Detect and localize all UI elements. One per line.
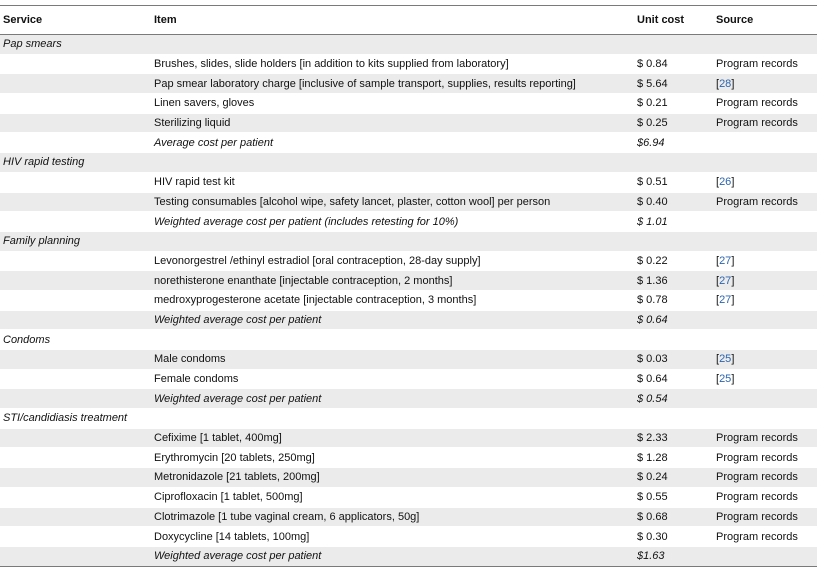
unit-cost-cell: $ 0.54: [631, 389, 710, 409]
source-bracket-close: ]: [731, 77, 735, 90]
item-cell: medroxyprogesterone acetate [injectable contraception, 3 months]: [148, 290, 631, 310]
item-cell: HIV rapid test kit: [148, 172, 631, 192]
reference-link[interactable]: 25: [719, 373, 732, 386]
unit-cost-cell: $ 1.36: [631, 271, 710, 291]
table-row: [0, 468, 817, 488]
table-row: [0, 172, 817, 192]
item-cell: Ciprofloxacin [1 tablet, 500mg]: [148, 487, 631, 507]
source-bracket-close: ]: [731, 176, 735, 189]
unit-cost-cell: $6.94: [631, 133, 710, 153]
source-cell: Program records: [710, 192, 817, 212]
source-cell: Program records: [710, 448, 817, 468]
item-cell: Clotrimazole [1 tube vaginal cream, 6 applicators, 50g]: [148, 507, 631, 527]
source-cell: Program records: [710, 54, 817, 74]
table-row: [0, 54, 817, 74]
unit-cost-cell: [631, 35, 710, 55]
source-cell: [710, 310, 817, 330]
unit-cost-cell: $ 2.33: [631, 428, 710, 448]
source-cell: Program records: [710, 507, 817, 527]
table-row: [0, 290, 817, 310]
source-cell: [710, 133, 817, 153]
header-service: Service: [0, 6, 148, 35]
service-cell: [0, 350, 148, 370]
item-cell: Weighted average cost per patient: [148, 546, 631, 566]
unit-cost-cell: [631, 153, 710, 173]
source-bracket-open: [: [716, 373, 720, 386]
table-group-row: [0, 35, 817, 55]
table-row: [0, 251, 817, 271]
cost-table: [0, 5, 817, 567]
service-cell: STI/candidiasis treatment: [0, 409, 148, 429]
item-cell: Weighted average cost per patient: [148, 310, 631, 330]
service-cell: [0, 251, 148, 271]
unit-cost-cell: $ 5.64: [631, 74, 710, 94]
item-cell: Pap smear laboratory charge [inclusive of sample transport, supplies, results reporting]: [148, 74, 631, 94]
unit-cost-cell: $ 1.01: [631, 212, 710, 232]
table-group-row: [0, 330, 817, 350]
unit-cost-cell: $ 0.51: [631, 172, 710, 192]
source-bracket-open: [: [716, 176, 720, 189]
item-cell: Testing consumables [alcohol wipe, safety lancet, plaster, cotton wool] per person: [148, 192, 631, 212]
unit-cost-cell: $ 0.30: [631, 527, 710, 547]
item-cell: Average cost per patient: [148, 133, 631, 153]
service-cell: [0, 212, 148, 232]
service-cell: [0, 172, 148, 192]
source-bracket-close: ]: [731, 353, 735, 366]
service-cell: [0, 487, 148, 507]
source-cell: [710, 251, 817, 271]
source-bracket-open: [: [716, 294, 720, 307]
table-row: [0, 448, 817, 468]
unit-cost-cell: $ 0.78: [631, 290, 710, 310]
table-row: [0, 507, 817, 527]
service-cell: [0, 74, 148, 94]
item-cell: norethisterone enanthate [injectable contraception, 2 months]: [148, 271, 631, 291]
table-header-row: [0, 6, 817, 35]
unit-cost-cell: $ 1.28: [631, 448, 710, 468]
item-cell: Linen savers, gloves: [148, 94, 631, 114]
reference-link[interactable]: 27: [719, 294, 732, 307]
reference-link[interactable]: 28: [719, 77, 732, 90]
source-cell: [710, 231, 817, 251]
unit-cost-cell: $ 0.68: [631, 507, 710, 527]
reference-link[interactable]: 25: [719, 353, 732, 366]
item-cell: [148, 409, 631, 429]
item-cell: Levonorgestrel /ethinyl estradiol [oral contraception, 28-day supply]: [148, 251, 631, 271]
unit-cost-cell: [631, 330, 710, 350]
table-row: [0, 350, 817, 370]
table-row: [0, 546, 817, 566]
item-cell: [148, 35, 631, 55]
item-cell: Erythromycin [20 tablets, 250mg]: [148, 448, 631, 468]
source-bracket-close: ]: [731, 294, 735, 307]
source-cell: [710, 271, 817, 291]
unit-cost-cell: $1.63: [631, 546, 710, 566]
service-cell: [0, 507, 148, 527]
service-cell: [0, 389, 148, 409]
table-group-row: [0, 153, 817, 173]
service-cell: [0, 192, 148, 212]
service-cell: [0, 448, 148, 468]
unit-cost-cell: [631, 231, 710, 251]
service-cell: [0, 546, 148, 566]
source-cell: [710, 290, 817, 310]
reference-link[interactable]: 27: [719, 254, 732, 267]
unit-cost-cell: $ 0.25: [631, 113, 710, 133]
unit-cost-cell: $ 0.64: [631, 310, 710, 330]
table-row: [0, 133, 817, 153]
table-row: [0, 192, 817, 212]
item-cell: [148, 153, 631, 173]
service-cell: Condoms: [0, 330, 148, 350]
table-row: [0, 271, 817, 291]
header-source: Source: [710, 6, 817, 35]
service-cell: [0, 369, 148, 389]
table-row: [0, 94, 817, 114]
source-cell: Program records: [710, 527, 817, 547]
item-cell: Cefixime [1 tablet, 400mg]: [148, 428, 631, 448]
service-cell: [0, 113, 148, 133]
source-cell: [710, 369, 817, 389]
source-bracket-open: [: [716, 77, 720, 90]
source-cell: [710, 212, 817, 232]
unit-cost-cell: $ 0.64: [631, 369, 710, 389]
source-cell: [710, 35, 817, 55]
service-cell: [0, 133, 148, 153]
item-cell: Doxycycline [14 tablets, 100mg]: [148, 527, 631, 547]
header-item: Item: [148, 6, 631, 35]
table-row: [0, 389, 817, 409]
source-cell: [710, 153, 817, 173]
source-cell: Program records: [710, 113, 817, 133]
source-cell: [710, 546, 817, 566]
service-cell: Pap smears: [0, 35, 148, 55]
source-bracket-close: ]: [731, 274, 735, 287]
source-cell: [710, 350, 817, 370]
reference-link[interactable]: 27: [719, 274, 732, 287]
unit-cost-cell: $ 0.03: [631, 350, 710, 370]
item-cell: Female condoms: [148, 369, 631, 389]
unit-cost-cell: [631, 409, 710, 429]
service-cell: HIV rapid testing: [0, 153, 148, 173]
header-unit-cost: Unit cost: [631, 6, 710, 35]
service-cell: [0, 468, 148, 488]
item-cell: [148, 231, 631, 251]
source-bracket-open: [: [716, 274, 720, 287]
service-cell: [0, 94, 148, 114]
table-row: [0, 74, 817, 94]
source-bracket-open: [: [716, 353, 720, 366]
table-row: [0, 113, 817, 133]
source-cell: [710, 74, 817, 94]
source-cell: [710, 389, 817, 409]
source-cell: Program records: [710, 487, 817, 507]
service-cell: [0, 428, 148, 448]
item-cell: Sterilizing liquid: [148, 113, 631, 133]
table-row: [0, 212, 817, 232]
item-cell: Metronidazole [21 tablets, 200mg]: [148, 468, 631, 488]
source-cell: [710, 409, 817, 429]
item-cell: Weighted average cost per patient: [148, 389, 631, 409]
source-cell: [710, 330, 817, 350]
service-cell: [0, 310, 148, 330]
source-cell: [710, 172, 817, 192]
service-cell: [0, 271, 148, 291]
table-row: [0, 310, 817, 330]
service-cell: [0, 290, 148, 310]
unit-cost-cell: $ 0.40: [631, 192, 710, 212]
table-group-row: [0, 231, 817, 251]
table-row: [0, 428, 817, 448]
source-bracket-close: ]: [731, 254, 735, 267]
item-cell: Weighted average cost per patient (includes retesting for 10%): [148, 212, 631, 232]
service-cell: [0, 527, 148, 547]
unit-cost-cell: $ 0.84: [631, 54, 710, 74]
source-bracket-close: ]: [731, 373, 735, 386]
unit-cost-cell: $ 0.55: [631, 487, 710, 507]
unit-cost-cell: $ 0.22: [631, 251, 710, 271]
reference-link[interactable]: 26: [719, 176, 732, 189]
table-group-row: [0, 409, 817, 429]
unit-cost-cell: $ 0.21: [631, 94, 710, 114]
table-row: [0, 527, 817, 547]
table-row: [0, 487, 817, 507]
table-body: [0, 35, 817, 567]
source-bracket-open: [: [716, 254, 720, 267]
service-cell: Family planning: [0, 231, 148, 251]
source-cell: Program records: [710, 468, 817, 488]
item-cell: [148, 330, 631, 350]
table-row: [0, 369, 817, 389]
source-cell: Program records: [710, 94, 817, 114]
source-cell: Program records: [710, 428, 817, 448]
item-cell: Male condoms: [148, 350, 631, 370]
service-cell: [0, 54, 148, 74]
item-cell: Brushes, slides, slide holders [in addition to kits supplied from laboratory]: [148, 54, 631, 74]
unit-cost-cell: $ 0.24: [631, 468, 710, 488]
